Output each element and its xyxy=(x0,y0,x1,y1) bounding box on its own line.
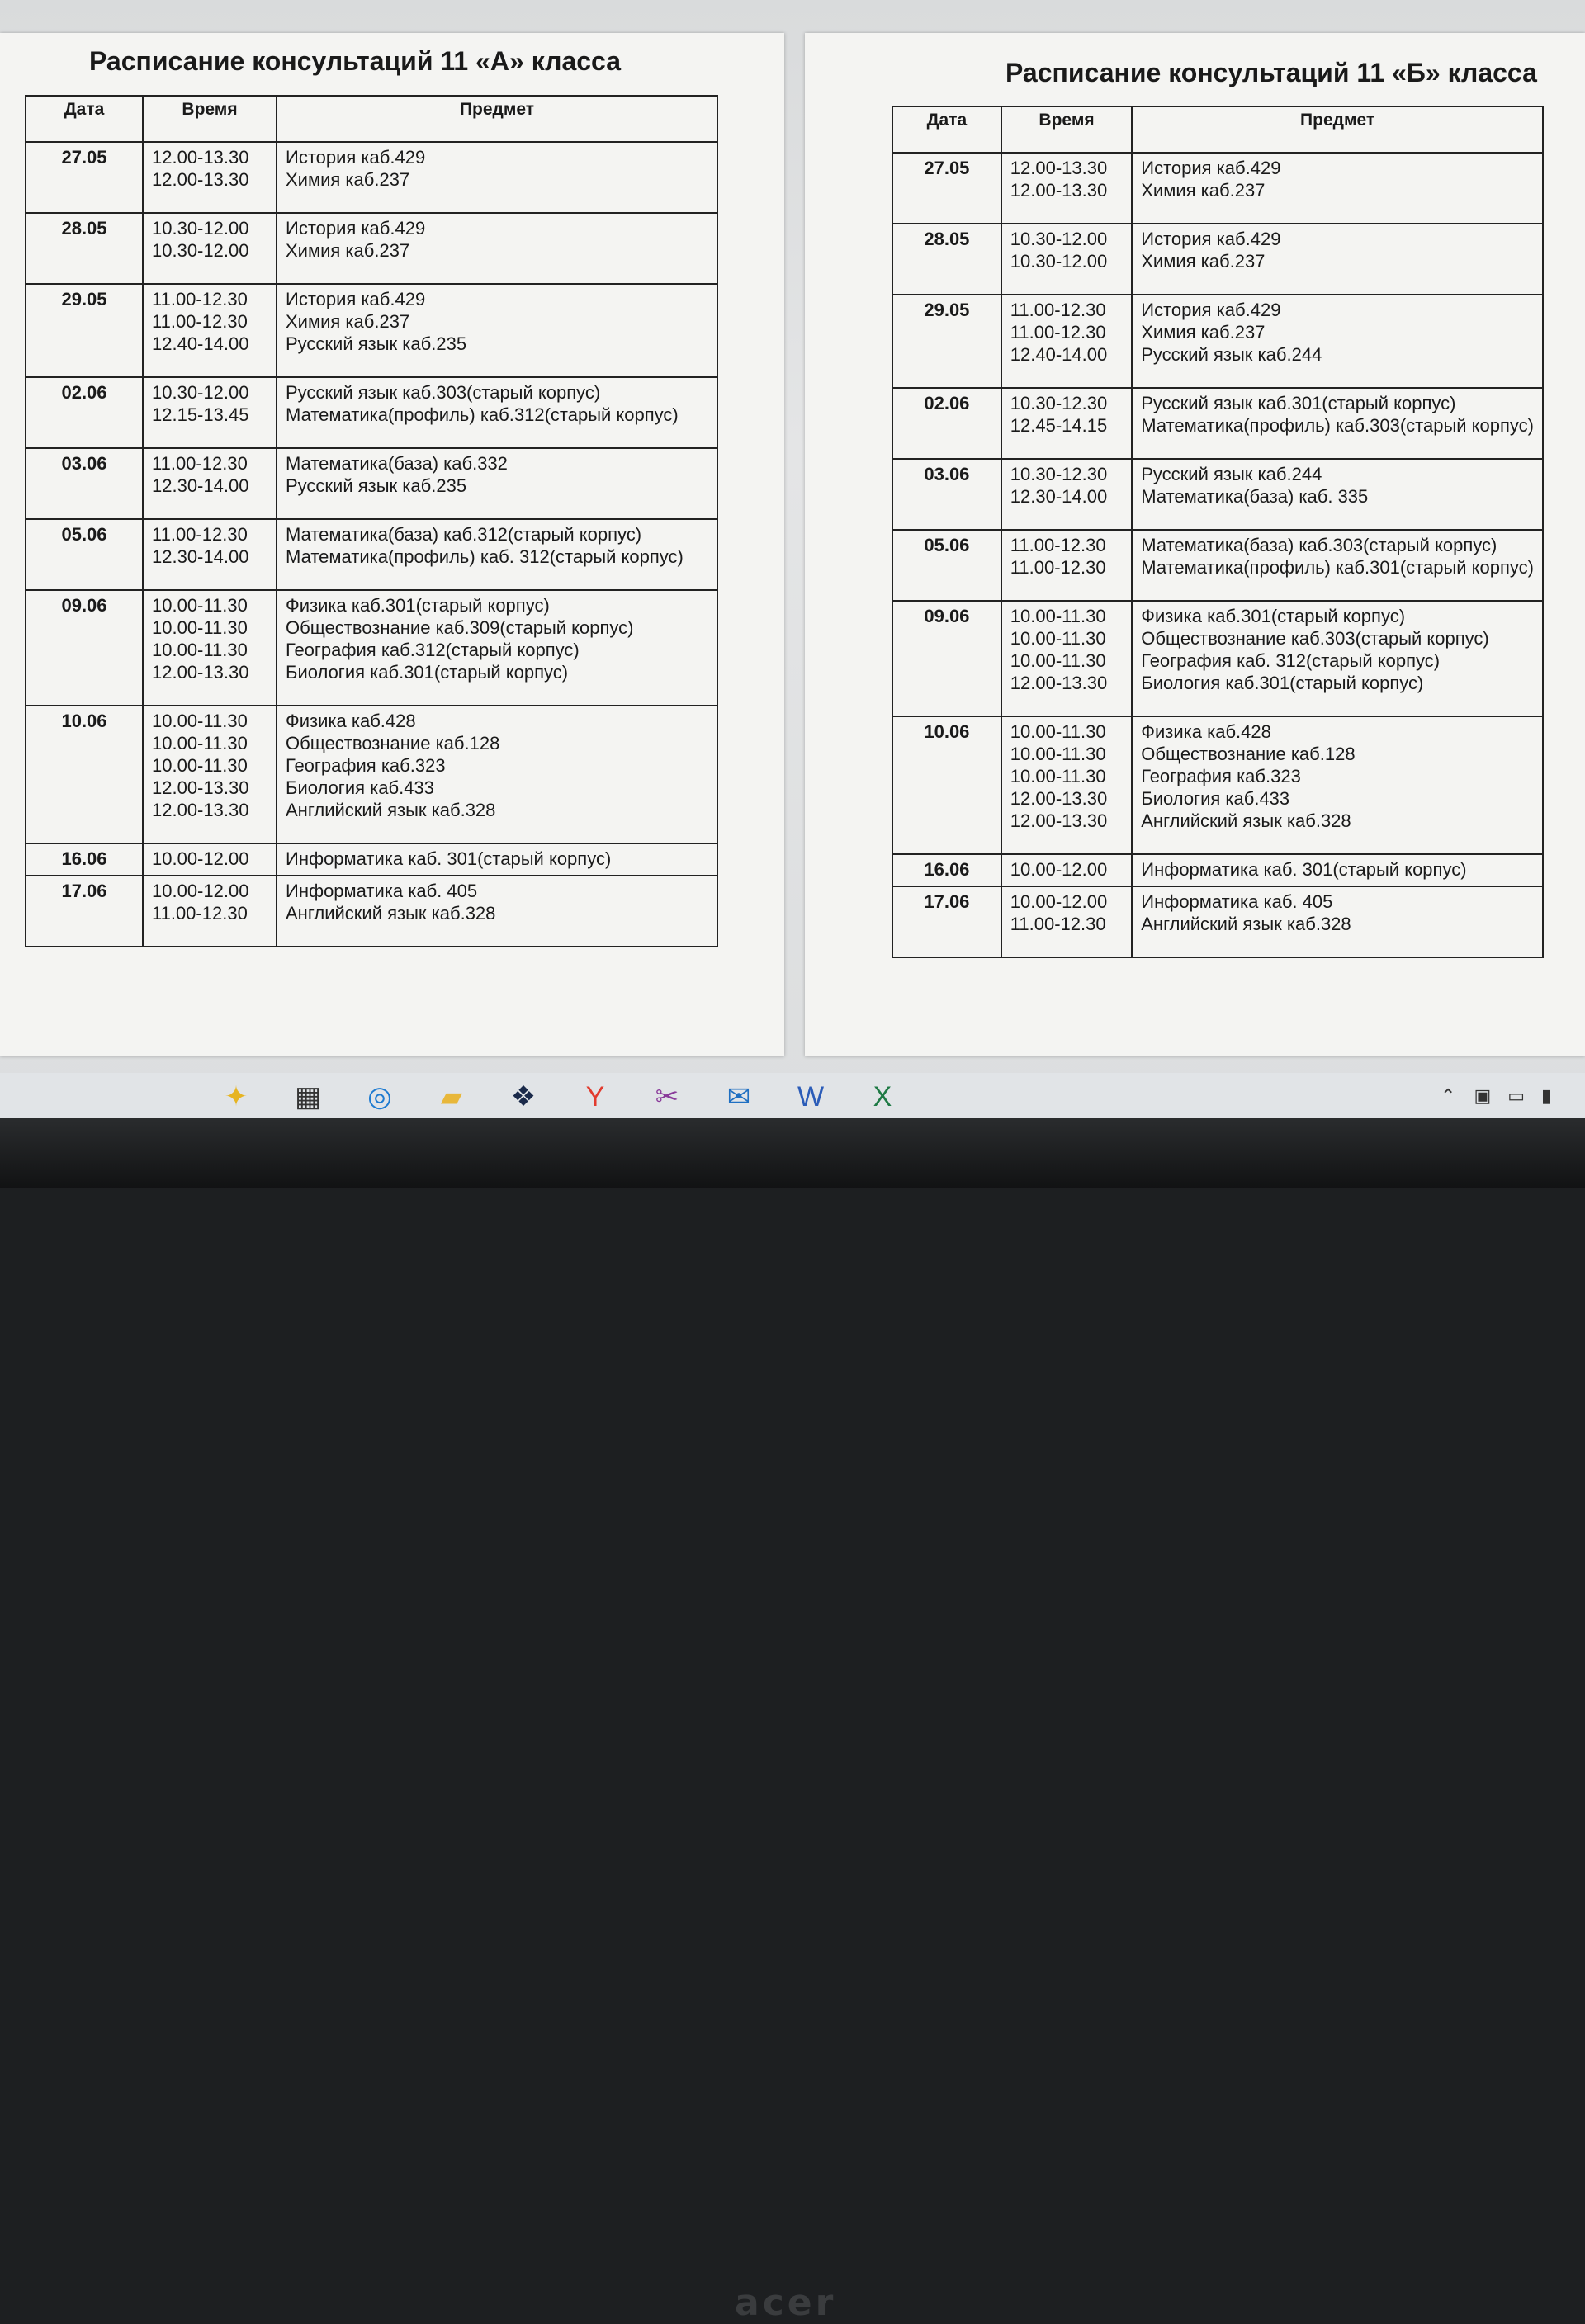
laptop-screen xyxy=(0,0,1585,1118)
cell-time xyxy=(1001,295,1132,388)
time-slot: 12.00-13.30 xyxy=(1010,158,1108,178)
subject-entry: Химия каб.237 xyxy=(286,240,410,261)
time-slot: 10.30-12.00 xyxy=(1010,251,1108,272)
cell-date: 09.06 xyxy=(26,590,143,706)
cell-time xyxy=(1001,601,1132,716)
cell-time xyxy=(143,284,277,377)
cell-time xyxy=(143,876,277,947)
time-slot: 12.00-13.30 xyxy=(152,147,249,168)
camera-icon[interactable]: ▣ xyxy=(1474,1084,1492,1106)
table-row xyxy=(26,519,717,590)
cell-time xyxy=(143,843,277,876)
time-slot: 12.40-14.00 xyxy=(152,333,249,354)
subject-entry: Биология каб.301(старый корпус) xyxy=(1141,673,1424,693)
cell-time xyxy=(1001,854,1132,886)
time-slot: 10.30-12.30 xyxy=(1010,464,1108,484)
cell-date: 17.06 xyxy=(26,876,143,947)
file-explorer-icon[interactable]: ▰ xyxy=(440,1081,463,1112)
table-row xyxy=(892,459,1543,530)
subject-entry: Русский язык каб.235 xyxy=(286,333,467,354)
time-slot: 12.40-14.00 xyxy=(1010,344,1108,365)
subject-entry: Химия каб.237 xyxy=(286,311,410,332)
cell-date: 03.06 xyxy=(892,459,1001,530)
time-slot: 11.00-12.30 xyxy=(152,453,248,474)
cell-date: 29.05 xyxy=(892,295,1001,388)
table-row xyxy=(892,601,1543,716)
time-slot: 10.30-12.00 xyxy=(1010,229,1108,249)
header-subject: Предмет xyxy=(277,96,717,142)
subject-entry: Информатика каб. 301(старый корпус) xyxy=(286,848,612,869)
header-time: Время xyxy=(143,96,277,142)
cell-subject xyxy=(1132,716,1543,854)
time-slot: 10.00-11.30 xyxy=(1010,628,1106,649)
table-header-row xyxy=(892,106,1543,153)
subject-entry: Информатика каб. 405 xyxy=(286,881,478,901)
cell-date: 28.05 xyxy=(892,224,1001,295)
cell-time xyxy=(143,142,277,213)
subject-entry: География каб.323 xyxy=(286,755,446,776)
schedule-table-11a xyxy=(25,95,718,947)
subject-entry: Английский язык каб.328 xyxy=(1141,914,1351,934)
cell-time xyxy=(143,377,277,448)
header-time: Время xyxy=(1001,106,1132,153)
subject-entry: Русский язык каб.235 xyxy=(286,475,467,496)
time-slot: 10.30-12.30 xyxy=(1010,393,1108,413)
cell-time xyxy=(1001,716,1132,854)
cell-date: 05.06 xyxy=(26,519,143,590)
subject-entry: Физика каб.428 xyxy=(286,711,416,731)
subject-entry: Физика каб.301(старый корпус) xyxy=(286,595,550,616)
table-row xyxy=(26,213,717,284)
table-row xyxy=(892,224,1543,295)
time-slot: 10.00-11.30 xyxy=(1010,650,1106,671)
subject-entry: Математика(профиль) каб.303(старый корпус) xyxy=(1141,415,1534,436)
subject-entry: Математика(база) каб.332 xyxy=(286,453,508,474)
subject-entry: Английский язык каб.328 xyxy=(1141,810,1351,831)
time-slot: 11.00-12.30 xyxy=(152,903,248,923)
cell-date: 27.05 xyxy=(892,153,1001,224)
table-body xyxy=(892,153,1543,957)
time-slot: 10.00-11.30 xyxy=(1010,721,1106,742)
table-row xyxy=(892,295,1543,388)
subject-entry: Русский язык каб.244 xyxy=(1141,464,1322,484)
header-date: Дата xyxy=(26,96,143,142)
time-slot: 10.00-11.30 xyxy=(152,711,248,731)
subject-entry: Обществознание каб.303(старый корпус) xyxy=(1141,628,1489,649)
subject-entry: Математика(профиль) каб.301(старый корпус) xyxy=(1141,557,1534,578)
cell-time xyxy=(1001,886,1132,957)
subject-entry: География каб.312(старый корпус) xyxy=(286,640,580,660)
subject-entry: История каб.429 xyxy=(286,147,426,168)
table-row xyxy=(892,716,1543,854)
subject-entry: Английский язык каб.328 xyxy=(286,903,496,923)
table-header-row xyxy=(26,96,717,142)
time-slot: 11.00-12.30 xyxy=(1010,322,1106,342)
subject-entry: Биология каб.301(старый корпус) xyxy=(286,662,569,683)
outlook-icon[interactable]: ✉ xyxy=(726,1081,751,1112)
snipping-tool-icon[interactable]: ✂ xyxy=(655,1081,679,1112)
cell-date: 17.06 xyxy=(892,886,1001,957)
brand-logo: acer xyxy=(735,2282,837,2324)
subject-entry: Биология каб.433 xyxy=(286,777,434,798)
cell-time xyxy=(1001,388,1132,459)
time-slot: 10.00-11.30 xyxy=(152,733,248,753)
cell-date: 10.06 xyxy=(26,706,143,843)
cell-subject xyxy=(1132,388,1543,459)
subject-entry: Химия каб.237 xyxy=(286,169,410,190)
subject-entry: История каб.429 xyxy=(286,218,426,239)
time-slot: 10.30-12.00 xyxy=(152,382,249,403)
document-page-11a xyxy=(0,33,784,1056)
cell-date: 09.06 xyxy=(892,601,1001,716)
cell-date: 03.06 xyxy=(26,448,143,519)
schedule-table-11b xyxy=(892,106,1544,958)
cell-subject xyxy=(277,843,717,876)
table-row xyxy=(26,448,717,519)
cell-time xyxy=(1001,224,1132,295)
cell-date: 16.06 xyxy=(892,854,1001,886)
time-slot: 10.00-12.00 xyxy=(152,848,249,869)
table-row xyxy=(892,854,1543,886)
cell-date: 27.05 xyxy=(26,142,143,213)
cell-subject xyxy=(277,519,717,590)
subject-entry: Математика(профиль) каб. 312(старый корпус) xyxy=(286,546,684,567)
subject-entry: Химия каб.237 xyxy=(1141,251,1266,272)
subject-entry: Обществознание каб.309(старый корпус) xyxy=(286,617,634,638)
time-slot: 10.00-11.30 xyxy=(152,595,248,616)
cell-subject xyxy=(277,590,717,706)
subject-entry: Физика каб.428 xyxy=(1141,721,1271,742)
cell-date: 16.06 xyxy=(26,843,143,876)
subject-entry: Обществознание каб.128 xyxy=(286,733,500,753)
table-row xyxy=(892,530,1543,601)
time-slot: 10.00-12.00 xyxy=(152,881,249,901)
cell-date: 10.06 xyxy=(892,716,1001,854)
copilot-icon[interactable]: ✦ xyxy=(224,1081,248,1112)
time-slot: 12.00-13.30 xyxy=(1010,810,1108,831)
time-slot: 12.00-13.30 xyxy=(152,777,249,798)
chevron-up-icon[interactable]: ⌃ xyxy=(1441,1084,1456,1106)
cell-time xyxy=(143,706,277,843)
cell-subject xyxy=(1132,530,1543,601)
cell-subject xyxy=(1132,153,1543,224)
subject-entry: Химия каб.237 xyxy=(1141,322,1266,342)
subject-entry: Информатика каб. 301(старый корпус) xyxy=(1141,859,1467,880)
table-row xyxy=(892,153,1543,224)
time-slot: 11.00-12.30 xyxy=(152,311,248,332)
cell-time xyxy=(1001,530,1132,601)
time-slot: 12.00-13.30 xyxy=(152,169,249,190)
microphone-icon[interactable]: ▮ xyxy=(1541,1084,1552,1106)
time-slot: 12.30-14.00 xyxy=(1010,486,1108,507)
cell-subject xyxy=(277,876,717,947)
time-slot: 10.00-12.00 xyxy=(1010,859,1108,880)
cell-subject xyxy=(277,706,717,843)
subject-entry: Математика(профиль) каб.312(старый корпус) xyxy=(286,404,679,425)
table-row xyxy=(26,284,717,377)
document-page-11b xyxy=(805,33,1585,1056)
subject-entry: Русский язык каб.301(старый корпус) xyxy=(1141,393,1456,413)
subject-entry: Английский язык каб.328 xyxy=(286,800,496,820)
cell-time xyxy=(143,448,277,519)
subject-entry: История каб.429 xyxy=(1141,300,1281,320)
cell-date: 05.06 xyxy=(892,530,1001,601)
table-row xyxy=(26,377,717,448)
subject-entry: Физика каб.301(старый корпус) xyxy=(1141,606,1406,626)
cell-subject xyxy=(277,142,717,213)
excel-icon[interactable]: X xyxy=(873,1080,892,1112)
time-slot: 11.00-12.30 xyxy=(152,524,248,545)
time-slot: 12.00-13.30 xyxy=(1010,788,1108,809)
cell-subject xyxy=(277,284,717,377)
cell-subject xyxy=(1132,224,1543,295)
laptop-bezel xyxy=(0,1118,1585,2324)
time-slot: 10.30-12.00 xyxy=(152,218,249,239)
time-slot: 10.00-11.30 xyxy=(1010,606,1106,626)
table-row xyxy=(26,843,717,876)
time-slot: 10.00-11.30 xyxy=(1010,766,1106,786)
dropbox-icon[interactable]: ❖ xyxy=(510,1081,537,1112)
table-body xyxy=(26,142,717,947)
subject-entry: География каб.323 xyxy=(1141,766,1301,786)
time-slot: 12.00-13.30 xyxy=(152,662,249,683)
time-slot: 11.00-12.30 xyxy=(152,289,248,309)
subject-entry: Математика(база) каб.303(старый корпус) xyxy=(1141,535,1497,555)
subject-entry: Математика(база) каб.312(старый корпус) xyxy=(286,524,642,545)
cell-subject xyxy=(277,213,717,284)
yandex-browser-icon[interactable]: Y xyxy=(585,1080,605,1112)
subject-entry: Химия каб.237 xyxy=(1141,180,1266,201)
cell-time xyxy=(143,519,277,590)
time-slot: 10.00-11.30 xyxy=(152,617,248,638)
time-slot: 10.00-11.30 xyxy=(152,640,248,660)
subject-entry: История каб.429 xyxy=(286,289,426,309)
subject-entry: Информатика каб. 405 xyxy=(1141,891,1333,912)
time-slot: 10.30-12.00 xyxy=(152,240,249,261)
subject-entry: Русский язык каб.303(старый корпус) xyxy=(286,382,601,403)
edge-icon[interactable]: ◎ xyxy=(367,1081,392,1112)
subject-entry: Математика(база) каб. 335 xyxy=(1141,486,1369,507)
table-row xyxy=(892,388,1543,459)
cell-subject xyxy=(1132,886,1543,957)
cell-subject xyxy=(1132,459,1543,530)
table-row xyxy=(26,876,717,947)
subject-entry: Биология каб.433 xyxy=(1141,788,1290,809)
page-title: Расписание консультаций 11 «Б» класса xyxy=(1005,58,1537,87)
cell-date: 02.06 xyxy=(26,377,143,448)
subject-entry: История каб.429 xyxy=(1141,229,1281,249)
cell-subject xyxy=(1132,601,1543,716)
header-subject: Предмет xyxy=(1132,106,1543,153)
time-slot: 12.00-13.30 xyxy=(1010,673,1108,693)
time-slot: 11.00-12.30 xyxy=(1010,914,1106,934)
subject-entry: Обществознание каб.128 xyxy=(1141,744,1356,764)
cell-time xyxy=(1001,153,1132,224)
cell-time xyxy=(1001,459,1132,530)
time-slot: 10.00-11.30 xyxy=(1010,744,1106,764)
cell-date: 29.05 xyxy=(26,284,143,377)
time-slot: 12.00-13.30 xyxy=(152,800,249,820)
table-row xyxy=(892,886,1543,957)
cell-date: 28.05 xyxy=(26,213,143,284)
cell-time xyxy=(143,213,277,284)
cell-time xyxy=(143,590,277,706)
header-date: Дата xyxy=(892,106,1001,153)
cell-subject xyxy=(1132,854,1543,886)
cell-date: 02.06 xyxy=(892,388,1001,459)
time-slot: 12.00-13.30 xyxy=(1010,180,1108,201)
time-slot: 10.00-11.30 xyxy=(152,755,248,776)
time-slot: 12.30-14.00 xyxy=(152,546,249,567)
table-row xyxy=(26,590,717,706)
time-slot: 11.00-12.30 xyxy=(1010,535,1106,555)
time-slot: 11.00-12.30 xyxy=(1010,557,1106,578)
table-row xyxy=(26,706,717,843)
task-view-icon[interactable]: ▦ xyxy=(294,1081,322,1112)
time-slot: 11.00-12.30 xyxy=(1010,300,1106,320)
subject-entry: Русский язык каб.244 xyxy=(1141,344,1322,365)
word-icon[interactable]: W xyxy=(797,1080,825,1112)
time-slot: 10.00-12.00 xyxy=(1010,891,1108,912)
battery-icon[interactable]: ▭ xyxy=(1507,1084,1526,1106)
time-slot: 12.15-13.45 xyxy=(152,404,249,425)
cell-subject xyxy=(277,448,717,519)
time-slot: 12.30-14.00 xyxy=(152,475,249,496)
subject-entry: География каб. 312(старый корпус) xyxy=(1141,650,1441,671)
cell-subject xyxy=(277,377,717,448)
table-row xyxy=(26,142,717,213)
time-slot: 12.45-14.15 xyxy=(1010,415,1108,436)
subject-entry: История каб.429 xyxy=(1141,158,1281,178)
system-tray[interactable] xyxy=(1441,1073,1551,1118)
cell-subject xyxy=(1132,295,1543,388)
page-title: Расписание консультаций 11 «А» класса xyxy=(89,46,622,76)
